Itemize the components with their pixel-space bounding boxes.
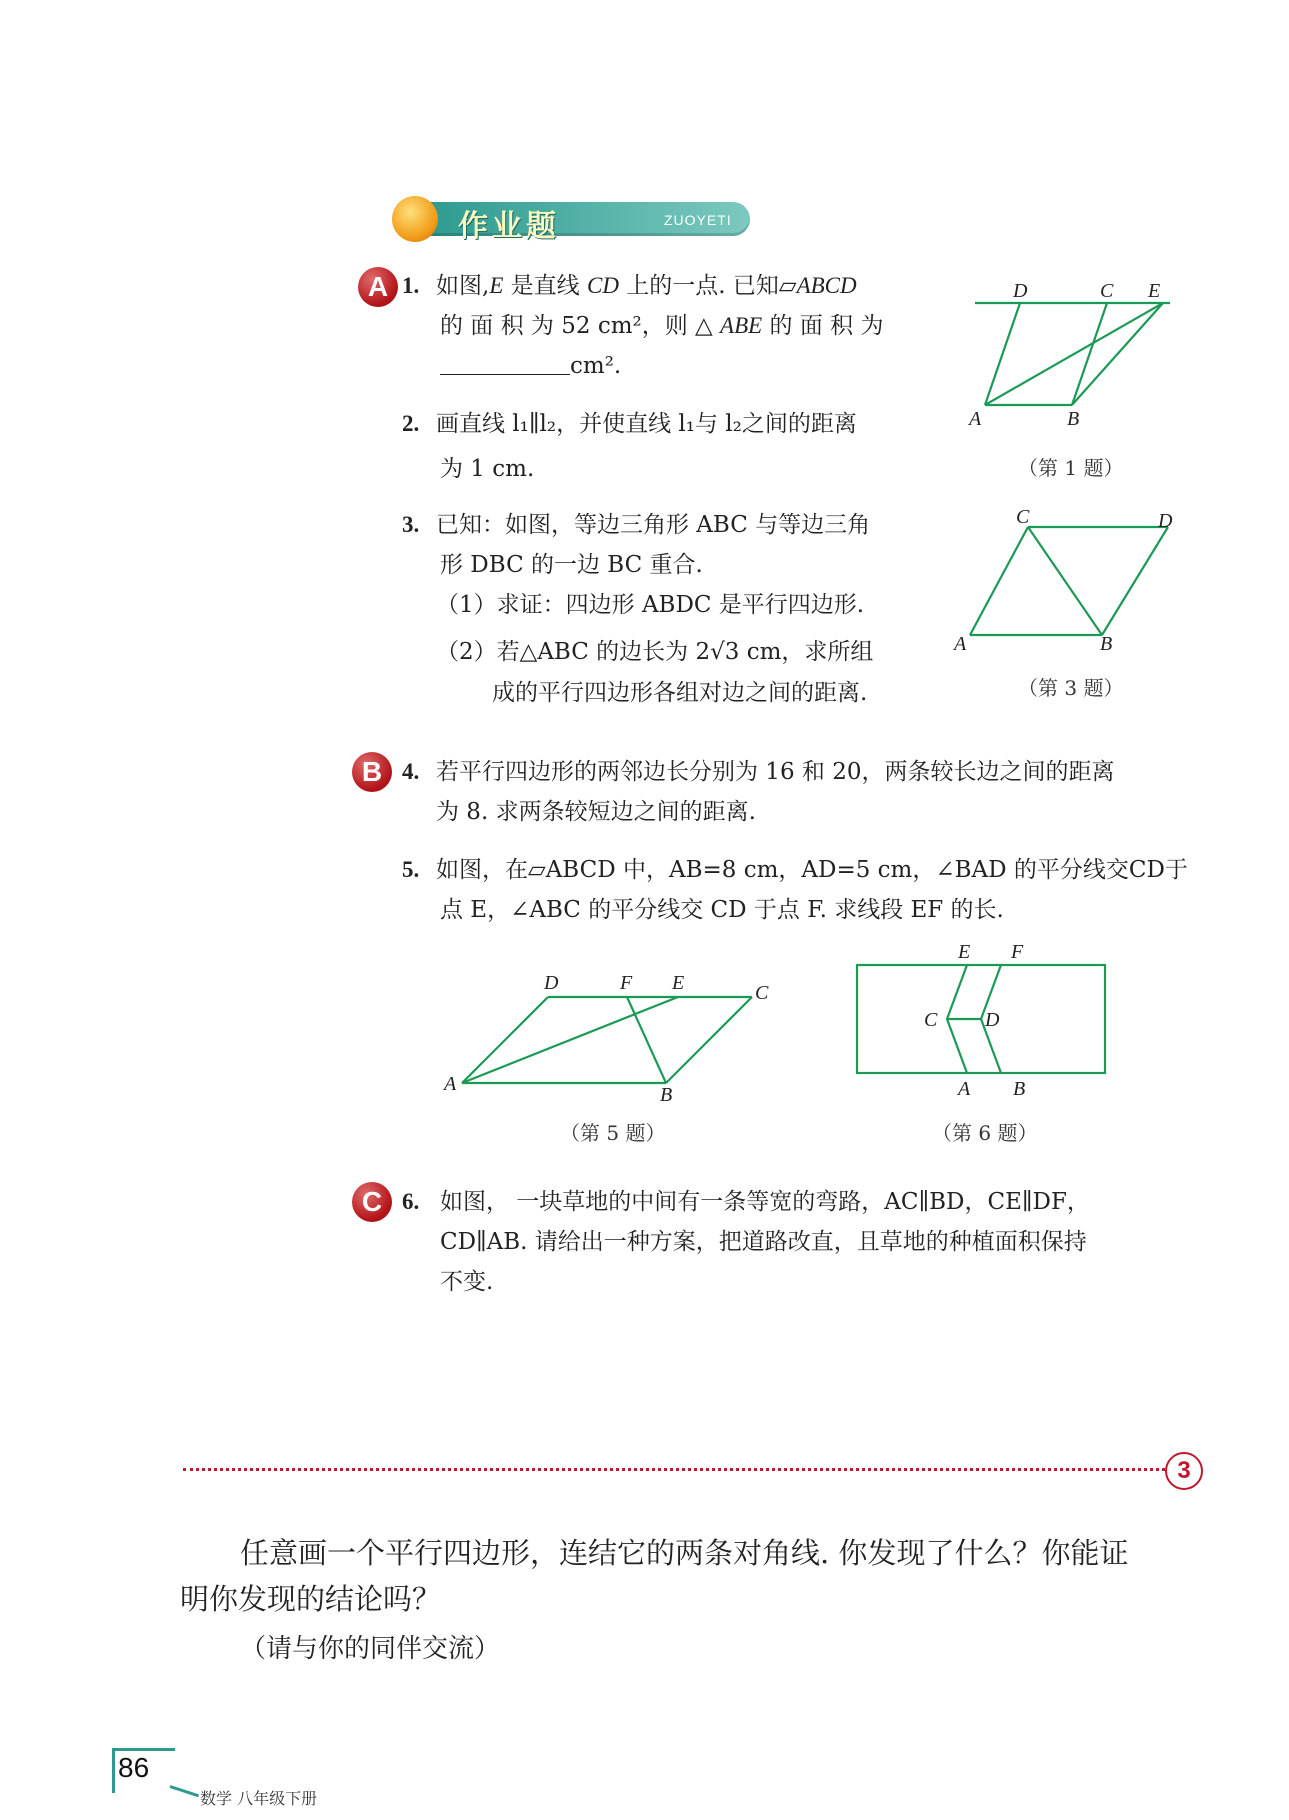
- problem-6-line-1: 如图， 一块草地的中间有一条等宽的弯路，AC∥BD，CE∥DF，: [440, 1189, 1090, 1215]
- figure-6: [855, 945, 1115, 1110]
- figure-5-caption: （第 5 题）: [560, 1121, 666, 1145]
- fig1-label-c: C: [1100, 280, 1114, 302]
- section-line-3: （请与你的同伴交流）: [240, 1634, 501, 1664]
- section-number: 3: [1165, 1452, 1203, 1490]
- fig5-label-c: C: [755, 982, 769, 1004]
- book-title: 数学 八年级下册: [200, 1789, 318, 1808]
- banner-subtitle: ZUOYETI: [664, 212, 732, 228]
- homework-banner: [392, 196, 752, 242]
- problem-1-line-1: 如图,E 是直线 CD 上的一点. 已知▱ABCD: [436, 273, 857, 299]
- problem-6-number: 6.: [402, 1189, 420, 1214]
- problem-4-number: 4.: [402, 759, 420, 784]
- figure-3: [950, 505, 1185, 665]
- fig1-label-e: E: [1148, 280, 1161, 302]
- fig6-label-d: D: [985, 1009, 1000, 1031]
- fig6-label-c: C: [924, 1009, 938, 1031]
- fig5-label-d: D: [544, 972, 559, 994]
- section-line-2: 明你发现的结论吗？: [180, 1582, 442, 1616]
- fig1-label-a: A: [969, 408, 982, 430]
- problem-2-line-1: 画直线 l₁∥l₂，并使直线 l₁与 l₂之间的距离: [436, 411, 857, 437]
- fig6-label-f: F: [1011, 945, 1024, 963]
- problem-1-line-2: 的 面 积 为 52 cm²，则 △ ABE 的 面 积 为: [440, 313, 884, 339]
- problem-3-line-1: 已知：如图，等边三角形 ABC 与等边三角: [436, 512, 871, 538]
- fig3-label-d: D: [1158, 510, 1173, 532]
- problem-3-line-5: 成的平行四边形各组对边之间的距离.: [492, 680, 868, 706]
- level-a-badge: A: [358, 267, 398, 307]
- level-b-badge: B: [352, 752, 392, 792]
- figure-3-caption: （第 3 题）: [1018, 676, 1124, 700]
- fig6-label-b: B: [1013, 1078, 1026, 1100]
- problem-4-line-2: 为 8. 求两条较短边之间的距离.: [436, 799, 756, 825]
- problem-5-number: 5.: [402, 857, 420, 882]
- problem-1-line-3: cm².: [440, 346, 621, 386]
- problem-2-line-2: 为 1 cm.: [440, 456, 535, 482]
- banner-title: 作业题: [458, 209, 560, 244]
- fig3-label-c: C: [1016, 506, 1030, 528]
- answer-blank[interactable]: [440, 352, 570, 375]
- fig5-label-e: E: [672, 972, 685, 994]
- figure-6-caption: （第 6 题）: [932, 1121, 1038, 1145]
- fig5-label-b: B: [660, 1084, 673, 1106]
- problem-3-number: 3.: [402, 512, 420, 537]
- banner-ball-icon: [392, 196, 438, 242]
- fig1-label-b: B: [1067, 408, 1080, 430]
- level-c-badge: C: [352, 1182, 392, 1222]
- figure-1: [965, 275, 1180, 435]
- problem-5-line-1: 如图，在▱ABCD 中，AB=8 cm，AD=5 cm，∠BAD 的平分线交CD于: [436, 857, 1188, 883]
- fig6-label-e: E: [958, 945, 971, 963]
- problem-2-number: 2.: [402, 411, 420, 436]
- fig3-label-a: A: [954, 633, 967, 655]
- problem-6-line-3: 不变.: [440, 1269, 494, 1295]
- section-divider: [183, 1468, 1165, 1471]
- problem-3-line-2: 形 DBC 的一边 BC 重合.: [440, 552, 703, 578]
- problem-3-line-4: （2）若△ABC 的边长为 2√3 cm，求所组: [436, 639, 874, 665]
- figure-5: [440, 965, 780, 1110]
- problem-3-line-3: （1）求证：四边形 ABDC 是平行四边形.: [436, 592, 865, 618]
- problem-5-line-2: 点 E，∠ABC 的平分线交 CD 于点 F. 求线段 EF 的长.: [440, 897, 1004, 923]
- page-number: 86: [118, 1752, 150, 1783]
- fig6-label-a: A: [958, 1078, 971, 1100]
- problem-1-number: 1.: [402, 273, 420, 298]
- fig5-label-a: A: [444, 1073, 457, 1095]
- problem-6-line-2: CD∥AB. 请给出一种方案，把道路改直，且草地的种植面积保持: [440, 1229, 1087, 1255]
- fig1-label-d: D: [1013, 280, 1028, 302]
- fig3-label-b: B: [1100, 633, 1113, 655]
- figure-1-caption: （第 1 题）: [1018, 456, 1124, 480]
- problem-4-line-1: 若平行四边形的两邻边长分别为 16 和 20，两条较长边之间的距离: [436, 759, 1115, 785]
- section-line-1: 任意画一个平行四边形，连结它的两条对角线. 你发现了什么？你能证: [240, 1536, 1129, 1570]
- fig5-label-f: F: [620, 972, 633, 994]
